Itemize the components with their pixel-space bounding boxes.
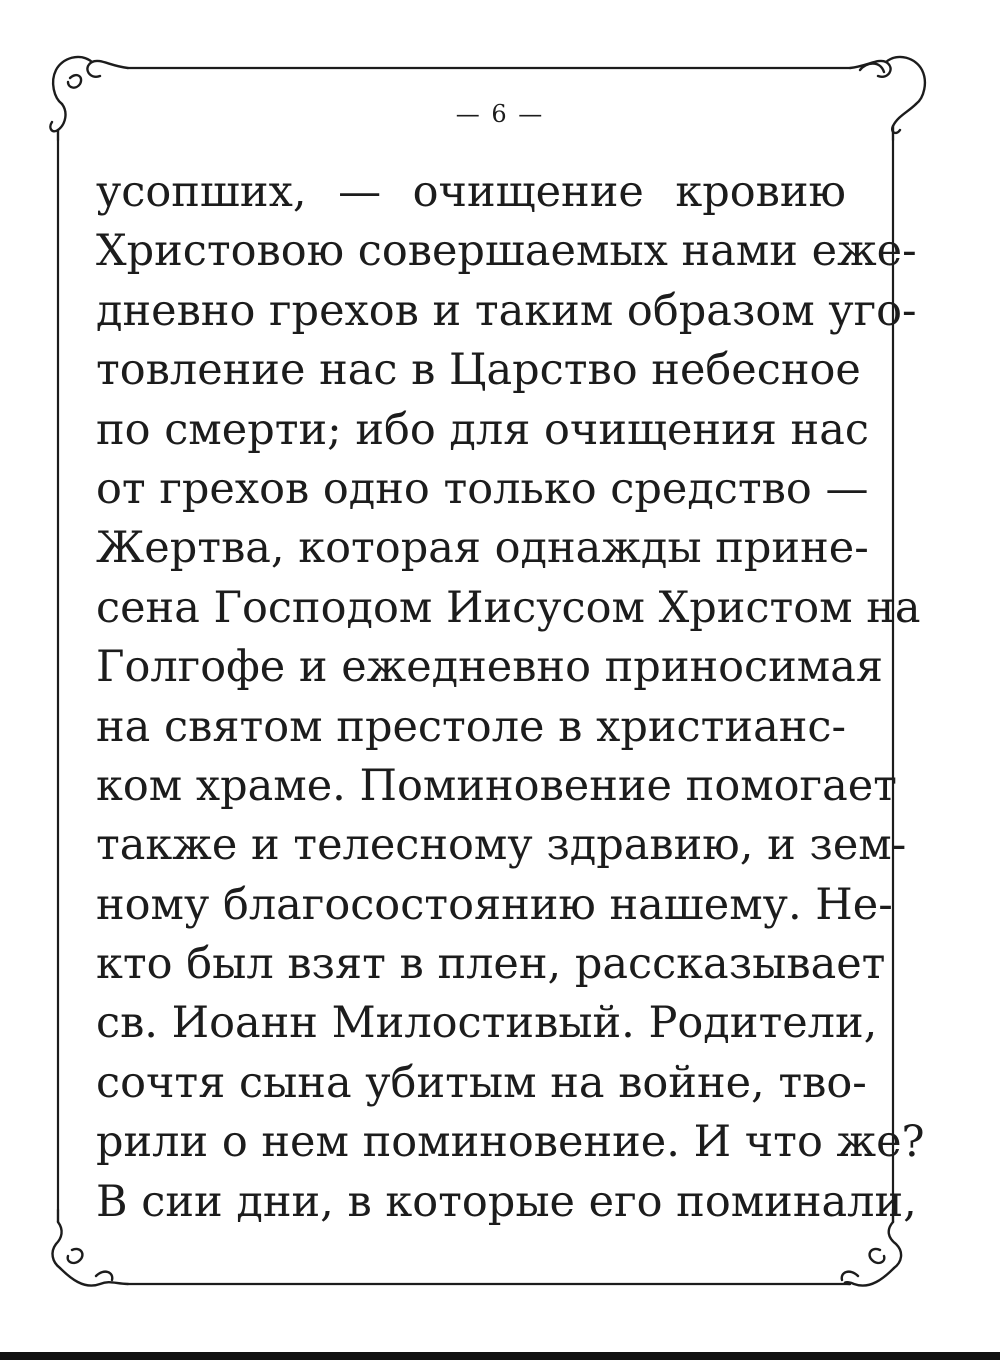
text-line: товление нас в Царство небесное (96, 345, 861, 396)
page-number: — 6 — (455, 100, 545, 128)
text-line: рили о нем поминовение. И что же? (96, 1117, 925, 1168)
text-line: усопших, — очищение кровию (96, 167, 846, 217)
text-line: Жертва, которая однажды прине- (96, 523, 869, 574)
text-line: св. Иоанн Милостивый. Родители, (96, 998, 878, 1049)
text-line: ному благосостоянию нашему. Не- (96, 879, 893, 930)
text-line: дневно грехов и таким образом уго- (96, 285, 917, 336)
text-line: на святом престоле в христианс- (96, 701, 846, 752)
text-line: от грехов одно только средство — (96, 463, 869, 514)
text-line: Голгофе и ежедневно приносимая (96, 642, 883, 693)
text-line: В сии дни, в которые его поминали, (96, 1176, 917, 1227)
text-line: также и телесному здравию, и зем- (96, 820, 907, 871)
scan-edge-bar (0, 1352, 1000, 1360)
text-line: Христовою совершаемых нами еже- (96, 226, 917, 277)
body-text (96, 163, 925, 1232)
text-line: сена Господом Иисусом Христом на (96, 582, 921, 633)
text-line: по смерти; ибо для очищения нас (96, 404, 869, 455)
text-line: кто был взят в плен, рассказывает (96, 939, 886, 990)
text-line: ком храме. Поминовение помогает (96, 760, 897, 811)
text-line: сочтя сына убитым на войне, тво- (96, 1057, 867, 1108)
